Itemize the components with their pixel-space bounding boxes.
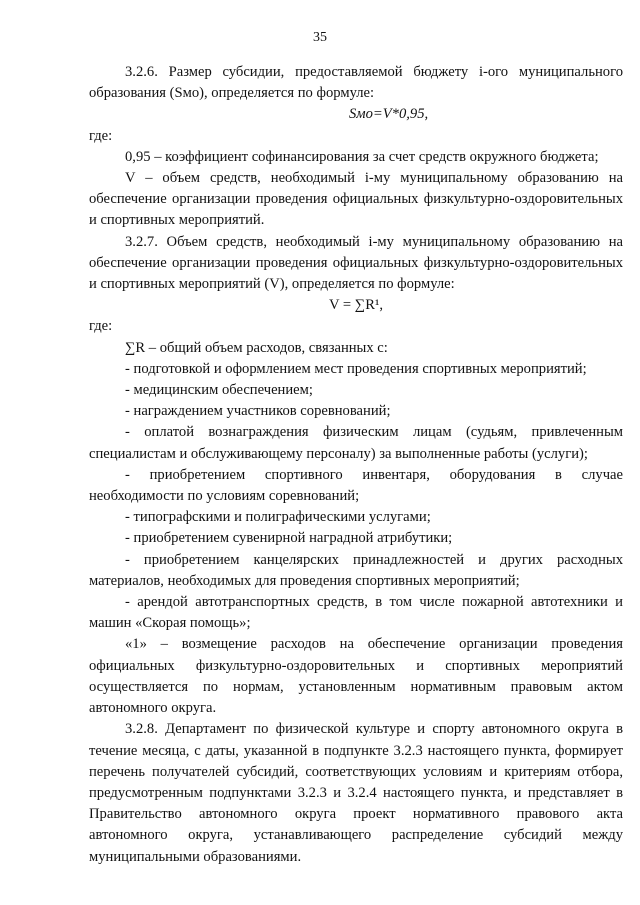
page-number: 35 [313, 30, 327, 45]
expense-item: - типографскими и полиграфическими услугами; [125, 509, 431, 526]
expense-item: - приобретением сувенирной наградной атрибутики; [125, 530, 453, 547]
paragraph-3-2-6: 3.2.6. Размер субсидии, предоставляемой бюджету i-ого муниципального образования (Sмо), определяется по формуле: [89, 64, 623, 102]
where-label-2: где: [89, 318, 113, 335]
formula-volume: V = ∑R¹, [329, 297, 383, 314]
expense-item: - приобретением спортивного инвентаря, оборудования в случае необходимости по условиям соревнований; [89, 466, 623, 505]
definition-coefficient: 0,95 – коэффициент софинансирования за счет средств окружного бюджета; [125, 148, 599, 165]
expense-item: - арендой автотранспортных средств, в том числе пожарной автотехники и машин «Скорая помощь»; [89, 594, 623, 632]
definition-sum-r: ∑R – общий объем расходов, связанных с: [125, 339, 388, 356]
document-body [89, 62, 623, 868]
paragraph-3-2-7: 3.2.7. Объем средств, необходимый i-му муниципальному образованию на обеспечение организации проведения официальных физкультурно-оздоровительных и спортивных мероприятий (V), определяется по формуле: [89, 233, 623, 293]
expense-item: - оплатой вознаграждения физическим лицам (судьям, привлеченным специалистам и обслуживающему персоналу) за выполненные работы (услуги); [89, 424, 623, 462]
formula-subsidy-size: Sмо=V*0,95, [349, 106, 429, 123]
where-label-1: где: [89, 127, 113, 144]
expense-item: - подготовкой и оформлением мест проведения спортивных мероприятий; [125, 360, 587, 377]
footnote-1: «1» – возмещение расходов на обеспечение организации проведения официальных физкультурно-оздоровительных и спортивных мероприятий осуществляется по нормам, установленным нормативным правовым актом автономного округа. [89, 636, 623, 717]
definition-v: V – объем средств, необходимый i-му муниципальному образованию на обеспечение организации проведения официальных физкультурно-оздоровительных и спортивных мероприятий. [89, 170, 623, 229]
expense-item: - медицинским обеспечением; [125, 382, 313, 399]
paragraph-3-2-8: 3.2.8. Департамент по физической культуре и спорту автономного округа в течение месяца, с даты, указанной в подпункте 3.2.3 настоящего пункта, формирует перечень получателей субсидий, соответствующих условиям и критериям отбора, предусмотренным подпунктами 3.2.3 и 3.2.4 настоящего пункта, и представляет в Правительство автономного округа проект нормативного правового акта автономного округа, устанавливающего распределение субсидий между муниципальными образованиями. [89, 721, 623, 865]
expense-item: - награждением участников соревнований; [125, 403, 391, 420]
expense-item: - приобретением канцелярских принадлежностей и других расходных материалов, необходимых для проведения спортивных мероприятий; [89, 551, 623, 589]
